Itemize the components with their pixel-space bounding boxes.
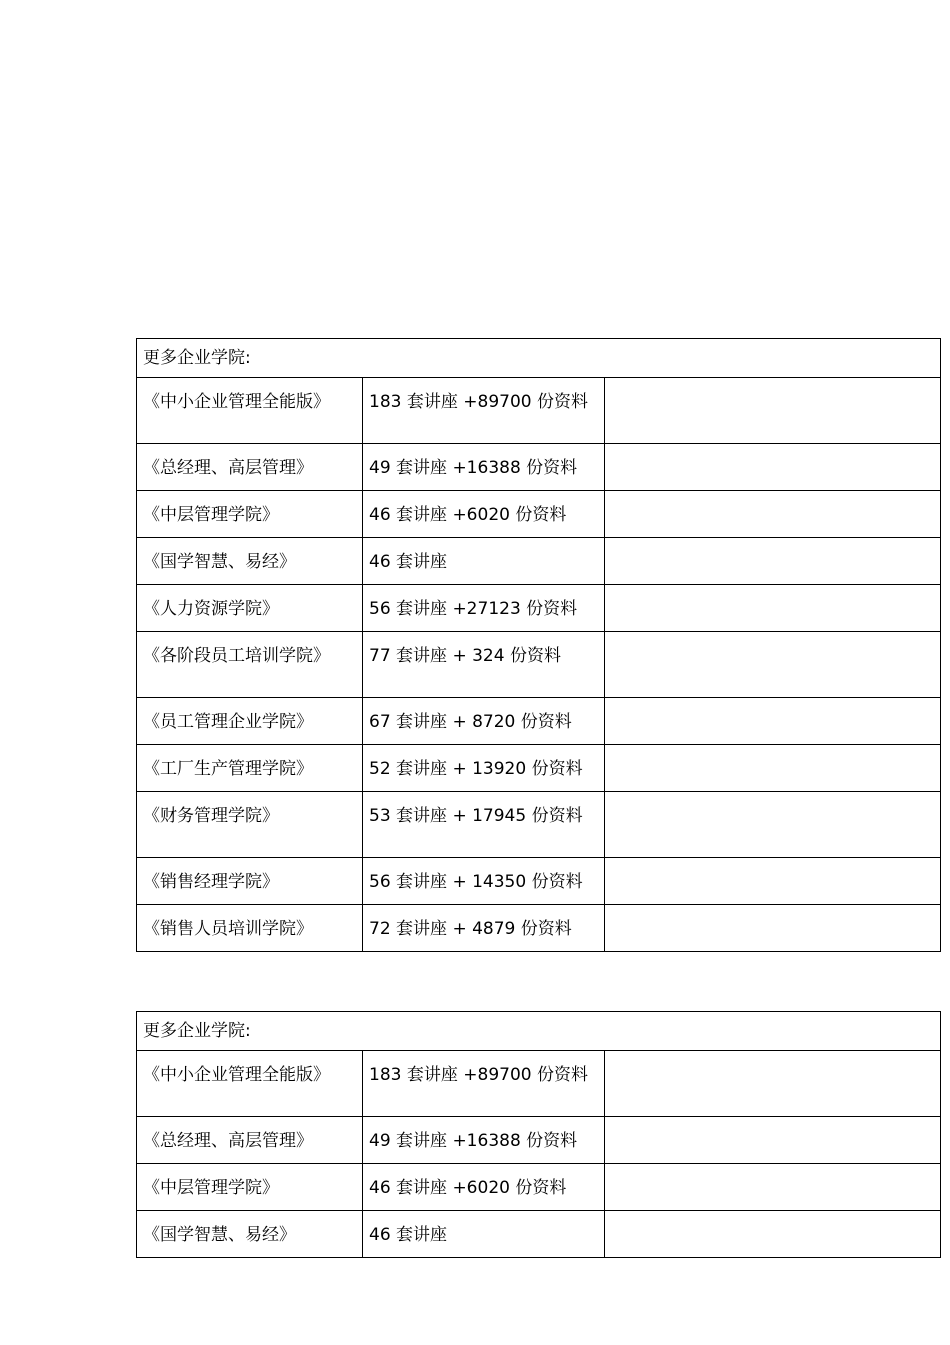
academy-name: 《总经理、高层管理》: [137, 444, 363, 491]
table-row: [137, 585, 941, 632]
table-row: [137, 1051, 941, 1117]
academy-name: 《工厂生产管理学院》: [137, 745, 363, 792]
academy-info: 56 套讲座 +27123 份资料: [363, 585, 605, 632]
academy-name: 《国学智慧、易经》: [137, 1211, 363, 1258]
academy-info: 56 套讲座 + 14350 份资料: [363, 858, 605, 905]
table-row: [137, 792, 941, 858]
table-header: 更多企业学院:: [137, 339, 941, 378]
academy-name: 《国学智慧、易经》: [137, 538, 363, 585]
empty-cell: [605, 538, 941, 585]
academy-name: 《总经理、高层管理》: [137, 1117, 363, 1164]
academy-name: 《财务管理学院》: [137, 792, 363, 858]
table-row: [137, 1211, 941, 1258]
table-row: [137, 905, 941, 952]
empty-cell: [605, 491, 941, 538]
table-row: [137, 632, 941, 698]
academy-info: 72 套讲座 + 4879 份资料: [363, 905, 605, 952]
empty-cell: [605, 1164, 941, 1211]
academy-info: 46 套讲座 +6020 份资料: [363, 1164, 605, 1211]
table-row: [137, 1164, 941, 1211]
academy-info: 49 套讲座 +16388 份资料: [363, 1117, 605, 1164]
academy-info: 52 套讲座 + 13920 份资料: [363, 745, 605, 792]
academy-info: 77 套讲座 + 324 份资料: [363, 632, 605, 698]
table-row: [137, 491, 941, 538]
academy-info: 46 套讲座 +6020 份资料: [363, 491, 605, 538]
table-header-row: [137, 339, 941, 378]
table-row: [137, 698, 941, 745]
academy-info: 183 套讲座 +89700 份资料: [363, 1051, 605, 1117]
empty-cell: [605, 792, 941, 858]
table-header: 更多企业学院:: [137, 1012, 941, 1051]
academy-table-2: [136, 1011, 941, 1258]
academy-name: 《人力资源学院》: [137, 585, 363, 632]
academy-info: 67 套讲座 + 8720 份资料: [363, 698, 605, 745]
empty-cell: [605, 378, 941, 444]
academy-info: 53 套讲座 + 17945 份资料: [363, 792, 605, 858]
empty-cell: [605, 632, 941, 698]
table-row: [137, 858, 941, 905]
academy-info: 49 套讲座 +16388 份资料: [363, 444, 605, 491]
academy-name: 《中层管理学院》: [137, 491, 363, 538]
empty-cell: [605, 585, 941, 632]
academy-name: 《中小企业管理全能版》: [137, 1051, 363, 1117]
table-row: [137, 378, 941, 444]
academy-name: 《员工管理企业学院》: [137, 698, 363, 745]
table-header-row: [137, 1012, 941, 1051]
empty-cell: [605, 1051, 941, 1117]
empty-cell: [605, 905, 941, 952]
empty-cell: [605, 444, 941, 491]
academy-name: 《销售人员培训学院》: [137, 905, 363, 952]
table-row: [137, 1117, 941, 1164]
academy-table-1: [136, 338, 941, 952]
academy-name: 《中小企业管理全能版》: [137, 378, 363, 444]
empty-cell: [605, 1211, 941, 1258]
table-row: [137, 538, 941, 585]
table-row: [137, 745, 941, 792]
academy-info: 46 套讲座: [363, 538, 605, 585]
academy-name: 《各阶段员工培训学院》: [137, 632, 363, 698]
table-row: [137, 444, 941, 491]
empty-cell: [605, 858, 941, 905]
academy-info: 183 套讲座 +89700 份资料: [363, 378, 605, 444]
academy-name: 《中层管理学院》: [137, 1164, 363, 1211]
academy-info: 46 套讲座: [363, 1211, 605, 1258]
empty-cell: [605, 698, 941, 745]
academy-name: 《销售经理学院》: [137, 858, 363, 905]
empty-cell: [605, 745, 941, 792]
empty-cell: [605, 1117, 941, 1164]
